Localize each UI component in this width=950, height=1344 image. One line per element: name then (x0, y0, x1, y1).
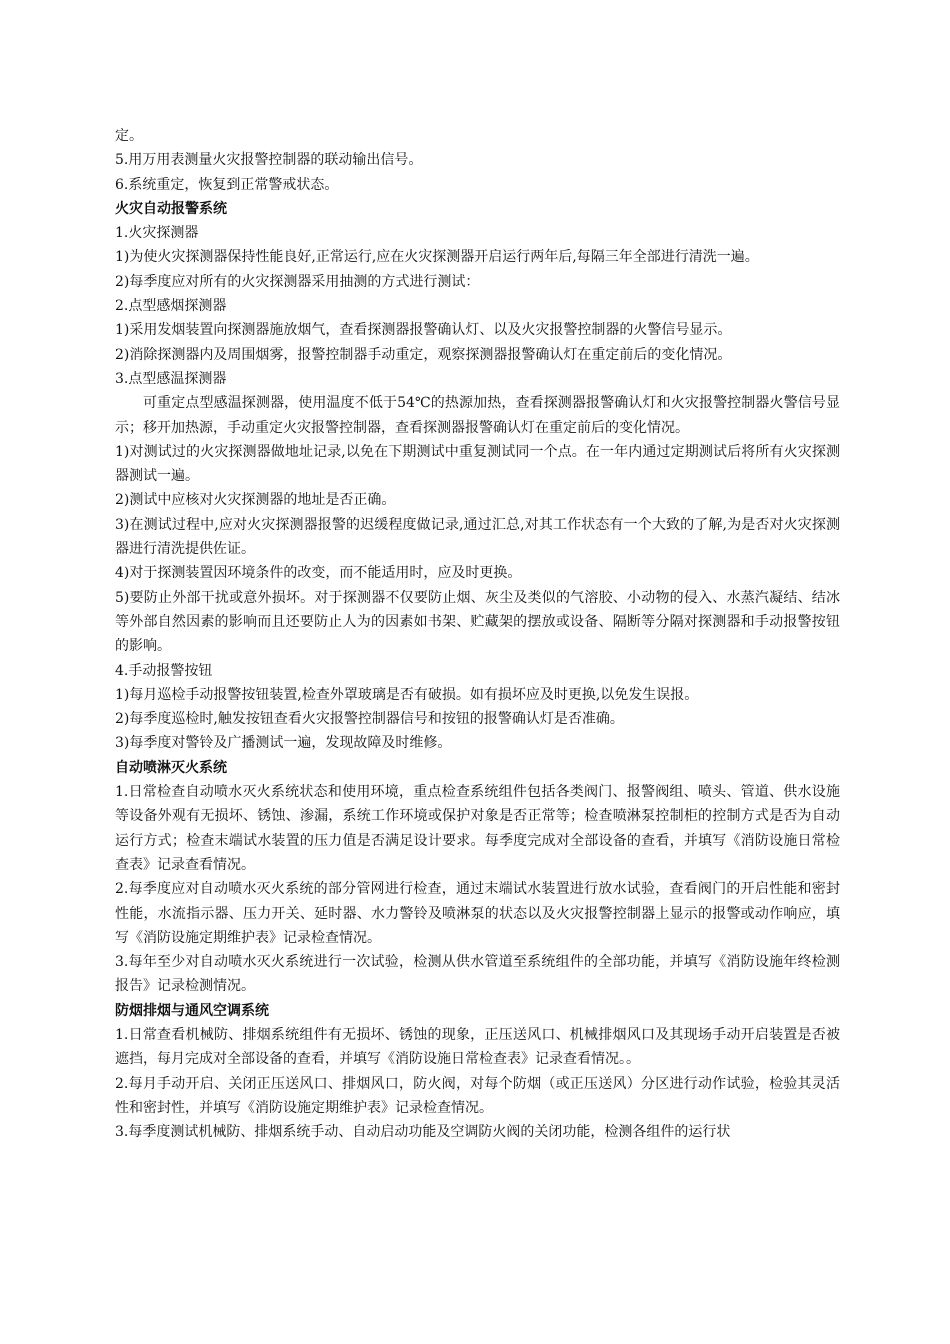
paragraph: 5.用万用表测量火灾报警控制器的联动输出信号。 (115, 152, 423, 169)
paragraph: 3)在测试过程中,应对火灾探测器报警的迟缓程度做记录,通过汇总,对其工作状态有一个大致的了解,为是否对火灾探测器进行清洗提供佐证。 (115, 516, 840, 558)
paragraph: 2)每季度应对所有的火灾探测器采用抽测的方式进行测试： (115, 273, 480, 290)
paragraph: 2.每季度应对自动喷水灭火系统的部分管网进行检查，通过末端试水装置进行放水试验，查看阀门的开启性能和密封性能，水流指示器、压力开关、延时器、水力警铃及喷淋泵的状态以及火灾报警控制器上显示的报警或动作响应，填写《消防设施定期维护表》记录检查情况。 (115, 881, 840, 946)
section-heading: 自动喷淋灭火系统 (115, 759, 227, 776)
section-heading: 防烟排烟与通风空调系统 (115, 1002, 269, 1019)
paragraph: 4.手动报警按钮 (115, 662, 213, 679)
paragraph: 2.点型感烟探测器 (115, 298, 227, 315)
paragraph: 1)每月巡检手动报警按钮装置,检查外罩玻璃是否有破损。如有损坏应及时更换,以免发生误报。 (115, 686, 699, 703)
paragraph: 1)采用发烟装置向探测器施放烟气，查看探测器报警确认灯、以及火灾报警控制器的火警信号显示。 (115, 322, 732, 339)
paragraph: 2)消除探测器内及周围烟雾，报警控制器手动重定，观察探测器报警确认灯在重定前后的变化情况。 (115, 346, 732, 363)
paragraph: 3.每年至少对自动喷水灭火系统进行一次试验，检测从供水管道至系统组件的全部功能，并填写《消防设施年终检测报告》记录检测情况。 (115, 954, 840, 995)
paragraph: 定。 (115, 128, 143, 144)
paragraph: 5)要防止外部干扰或意外损坏。对于探测器不仅要防止烟、灰尘及类似的气溶胶、小动物的侵入、水蒸汽凝结、结冰等外部自然因素的影响而且还要防止人为的因素如书架、贮藏架的摆放或设备、隔断等分隔对探测器和手动报警按钮的影响。 (115, 589, 840, 655)
document-page (115, 124, 840, 1144)
paragraph: 3.点型感温探测器 (115, 370, 227, 387)
paragraph: 3)每季度对警铃及广播测试一遍，发现故障及时维修。 (115, 735, 452, 752)
paragraph: 1)为使火灾探测器保持性能良好,正常运行,应在火灾探测器开启运行两年后,每隔三年全部进行清洗一遍。 (115, 249, 759, 266)
paragraph: 1.日常检查自动喷水灭火系统状态和使用环境，重点检查系统组件包括各类阀门、报警阀组、喷头、管道、供水设施等设备外观有无损坏、锈蚀、渗漏，系统工作环境或保护对象是否正常等；检查喷淋泵控制柜的控制方式是否为自动运行方式；检查末端试水装置的压力值是否满足设计要求。每季度完成对全部设备的查看，并填写《消防设施日常检查表》记录查看情况。 (115, 784, 840, 873)
section-heading: 火灾自动报警系统 (115, 200, 227, 217)
indented-paragraph: 可重定点型感温探测器，使用温度不低于54℃的热源加热，查看探测器报警确认灯和火灾报警控制器火警信号显示；移开加热源，手动重定火灾报警控制器，查看探测器报警确认灯在重定前后的变化情况。 (115, 395, 840, 436)
paragraph: 3.每季度测试机械防、排烟系统手动、自动启动功能及空调防火阀的关闭功能，检测各组件的运行状 (115, 1124, 731, 1141)
paragraph: 2.每月手动开启、关闭正压送风口、排烟风口，防火阀，对每个防烟（或正压送风）分区进行动作试验，检验其灵活性和密封性，并填写《消防设施定期维护表》记录检查情况。 (115, 1075, 840, 1116)
paragraph: 4)对于探测装置因环境条件的改变，而不能适用时，应及时更换。 (115, 565, 522, 582)
paragraph: 1.火灾探测器 (115, 225, 199, 242)
paragraph: 6.系统重定，恢复到正常警戒状态。 (115, 176, 339, 193)
paragraph: 2)测试中应核对火灾探测器的地址是否正确。 (115, 492, 396, 509)
paragraph: 2)每季度巡检时,触发按钮查看火灾报警控制器信号和按钮的报警确认灯是否准确。 (115, 711, 624, 728)
paragraph: 1.日常查看机械防、排烟系统组件有无损坏、锈蚀的现象，正压送风口、机械排烟风口及其现场手动开启装置是否被遮挡，每月完成对全部设备的查看，并填写《消防设施日常检查表》记录查看情况。。 (115, 1026, 840, 1068)
paragraph: 1)对测试过的火灾探测器做地址记录,以免在下期测试中重复测试同一个点。在一年内通过定期测试后将所有火灾探测器测试一遍。 (115, 443, 840, 485)
